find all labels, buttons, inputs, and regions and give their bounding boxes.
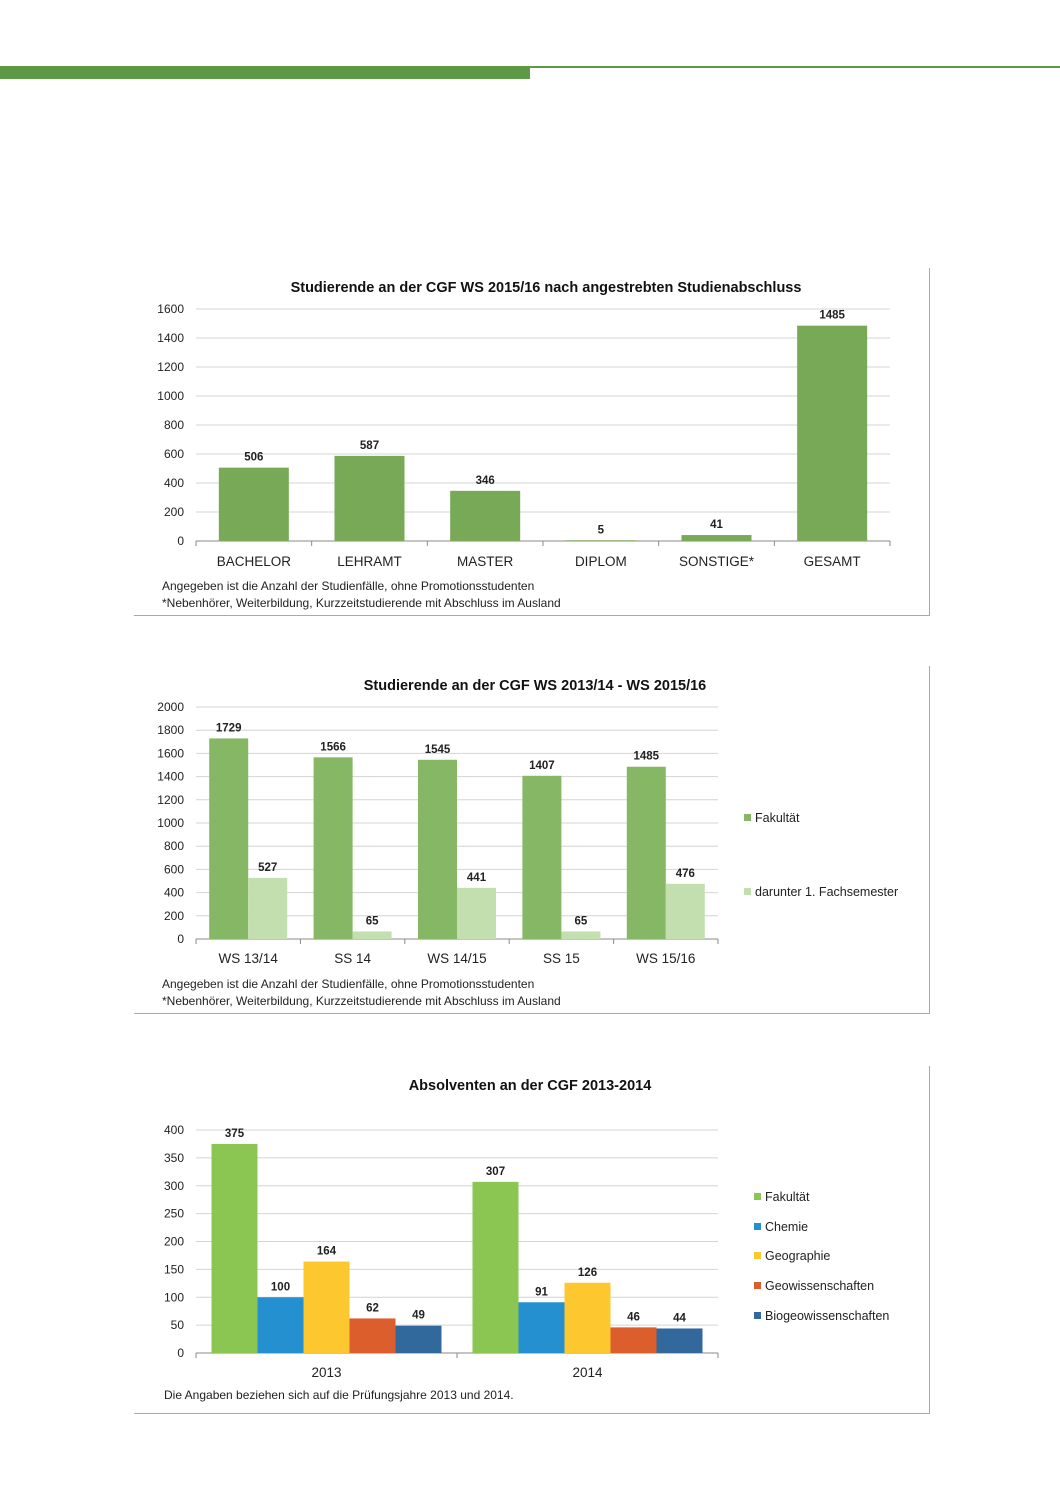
legend-label: Geowissenschaften bbox=[765, 1279, 875, 1293]
y-tick-label: 1800 bbox=[157, 723, 184, 738]
bar bbox=[627, 767, 666, 939]
bar bbox=[657, 1328, 703, 1353]
chart-title: Absolventen an der CGF 2013-2014 bbox=[408, 1078, 652, 1094]
y-tick-label: 2000 bbox=[157, 700, 184, 714]
bar bbox=[219, 468, 289, 541]
bar bbox=[561, 931, 600, 939]
bar bbox=[314, 757, 353, 939]
legend-label: Fakultät bbox=[755, 811, 800, 825]
y-tick-label: 400 bbox=[163, 476, 184, 490]
bar bbox=[335, 456, 405, 541]
y-tick-label: 800 bbox=[163, 839, 184, 854]
bar bbox=[682, 535, 752, 541]
chart-title: Studierende an der CGF WS 2013/14 - WS 2015/16 bbox=[363, 678, 707, 694]
chart-panel-absolventen bbox=[134, 1066, 930, 1414]
x-category-label: MASTER bbox=[457, 554, 514, 569]
x-category-label: WS 14/15 bbox=[427, 951, 487, 966]
x-category-label: DIPLOM bbox=[574, 554, 627, 569]
y-tick-label: 200 bbox=[163, 505, 184, 519]
data-label: 346 bbox=[475, 474, 495, 487]
data-label: 65 bbox=[574, 915, 588, 928]
bar bbox=[519, 1302, 565, 1353]
data-label: 1407 bbox=[529, 759, 555, 772]
y-tick-label: 100 bbox=[163, 1290, 184, 1305]
data-label: 46 bbox=[627, 1311, 640, 1324]
legend-swatch bbox=[744, 888, 751, 895]
y-tick-label: 0 bbox=[177, 932, 184, 946]
bar bbox=[797, 326, 867, 541]
data-label: 1485 bbox=[819, 309, 845, 322]
x-category-label: WS 15/16 bbox=[636, 951, 696, 966]
data-label: 65 bbox=[365, 915, 379, 928]
panel-border-bottom bbox=[134, 1413, 930, 1414]
panel-border-bottom bbox=[134, 615, 930, 616]
data-label: 441 bbox=[466, 871, 487, 884]
y-tick-label: 1000 bbox=[157, 389, 184, 403]
bar bbox=[666, 884, 705, 939]
legend-swatch bbox=[754, 1193, 761, 1200]
legend-label: Fakultät bbox=[765, 1190, 810, 1204]
data-label: 375 bbox=[224, 1127, 245, 1140]
panel-border-bottom bbox=[134, 1013, 930, 1014]
data-label: 164 bbox=[316, 1245, 337, 1258]
chart-title: Studierende an der CGF WS 2015/16 nach angestrebten Studienabschluss bbox=[290, 280, 802, 296]
x-category-label: BACHELOR bbox=[216, 554, 291, 569]
y-tick-label: 200 bbox=[163, 908, 184, 923]
y-tick-label: 150 bbox=[163, 1262, 184, 1277]
y-tick-label: 0 bbox=[177, 534, 184, 548]
y-tick-label: 350 bbox=[163, 1150, 184, 1165]
data-label: 307 bbox=[485, 1165, 506, 1178]
data-label: 5 bbox=[597, 524, 605, 537]
data-label: 506 bbox=[244, 451, 264, 464]
x-category-label: SS 15 bbox=[543, 951, 580, 966]
panel-border-right bbox=[929, 1066, 930, 1414]
y-tick-label: 200 bbox=[163, 1234, 184, 1249]
data-label: 100 bbox=[270, 1281, 291, 1294]
y-tick-label: 1200 bbox=[157, 792, 184, 807]
bar bbox=[248, 878, 287, 939]
x-category-label: WS 13/14 bbox=[218, 951, 278, 966]
data-label: 476 bbox=[675, 867, 695, 880]
panel-border-right bbox=[929, 268, 930, 616]
x-category-label: 2014 bbox=[572, 1365, 603, 1380]
header-accent-line bbox=[530, 66, 1060, 68]
bar bbox=[473, 1182, 519, 1353]
header-accent-bar bbox=[0, 66, 530, 79]
data-label: 1485 bbox=[633, 750, 660, 763]
y-tick-label: 1400 bbox=[157, 769, 184, 784]
legend-swatch bbox=[754, 1312, 761, 1319]
data-label: 41 bbox=[710, 519, 723, 532]
x-category-label: GESAMT bbox=[803, 554, 861, 569]
bar bbox=[522, 776, 561, 939]
data-label: 62 bbox=[366, 1302, 379, 1315]
panel-border-right bbox=[929, 666, 930, 1014]
chart-note: Angegeben ist die Anzahl der Studienfälle, ohne Promotionsstudenten bbox=[162, 579, 535, 593]
bar bbox=[565, 1283, 611, 1353]
data-label: 587 bbox=[359, 439, 380, 452]
data-label: 527 bbox=[258, 861, 278, 874]
legend-label: Geographie bbox=[765, 1249, 831, 1263]
chart-panel-semester bbox=[134, 666, 930, 1014]
data-label: 1545 bbox=[424, 743, 451, 756]
bar bbox=[611, 1327, 657, 1353]
bar bbox=[212, 1144, 258, 1353]
chart-note: *Nebenhörer, Weiterbildung, Kurzzeitstudierende mit Abschluss im Ausland bbox=[162, 994, 561, 1008]
x-category-label: SS 14 bbox=[334, 951, 371, 966]
legend-label: Biogeowissenschaften bbox=[765, 1309, 890, 1323]
chart-note: Angegeben ist die Anzahl der Studienfälle, ohne Promotionsstudenten bbox=[162, 977, 535, 991]
bar bbox=[457, 888, 496, 939]
bar bbox=[566, 540, 636, 541]
bar bbox=[418, 760, 457, 939]
y-tick-label: 250 bbox=[163, 1206, 184, 1221]
y-tick-label: 400 bbox=[163, 1123, 184, 1137]
bar bbox=[450, 491, 520, 541]
y-tick-label: 400 bbox=[163, 885, 184, 900]
bar bbox=[396, 1326, 442, 1353]
legend-label: Chemie bbox=[765, 1220, 809, 1234]
y-tick-label: 1400 bbox=[157, 331, 184, 345]
data-label: 44 bbox=[673, 1312, 686, 1325]
bar bbox=[353, 931, 392, 939]
chart-abschluss bbox=[134, 268, 930, 616]
chart-absolventen bbox=[134, 1066, 930, 1414]
data-label: 49 bbox=[412, 1309, 425, 1322]
chart-note: *Nebenhörer, Weiterbildung, Kurzzeitstudierende mit Abschluss im Ausland bbox=[162, 596, 561, 610]
legend-swatch bbox=[754, 1223, 761, 1230]
x-category-label: LEHRAMT bbox=[337, 554, 402, 569]
bar bbox=[209, 738, 248, 939]
bar bbox=[304, 1262, 350, 1353]
y-tick-label: 1200 bbox=[157, 360, 184, 374]
data-label: 126 bbox=[577, 1266, 598, 1279]
x-category-label: SONSTIGE* bbox=[678, 554, 755, 569]
chart-panel-abschluss bbox=[134, 268, 930, 616]
data-label: 91 bbox=[535, 1286, 548, 1299]
y-tick-label: 600 bbox=[163, 447, 184, 461]
y-tick-label: 50 bbox=[170, 1318, 184, 1333]
data-label: 1729 bbox=[215, 722, 242, 735]
y-tick-label: 600 bbox=[163, 862, 184, 877]
y-tick-label: 1000 bbox=[157, 816, 184, 830]
bar bbox=[350, 1318, 396, 1353]
legend-swatch bbox=[754, 1282, 761, 1289]
y-tick-label: 800 bbox=[163, 418, 184, 432]
legend-label: darunter 1. Fachsemester bbox=[755, 885, 899, 899]
legend-swatch bbox=[754, 1252, 761, 1259]
y-tick-label: 0 bbox=[177, 1346, 184, 1360]
y-tick-label: 1600 bbox=[157, 302, 184, 316]
chart-semester bbox=[134, 666, 930, 1014]
legend-swatch bbox=[744, 814, 751, 821]
y-tick-label: 1600 bbox=[157, 746, 184, 761]
bar bbox=[258, 1297, 304, 1353]
chart-note: Die Angaben beziehen sich auf die Prüfungsjahre 2013 und 2014. bbox=[164, 1388, 514, 1402]
y-tick-label: 300 bbox=[163, 1178, 184, 1193]
data-label: 1566 bbox=[320, 741, 346, 754]
x-category-label: 2013 bbox=[311, 1365, 342, 1380]
